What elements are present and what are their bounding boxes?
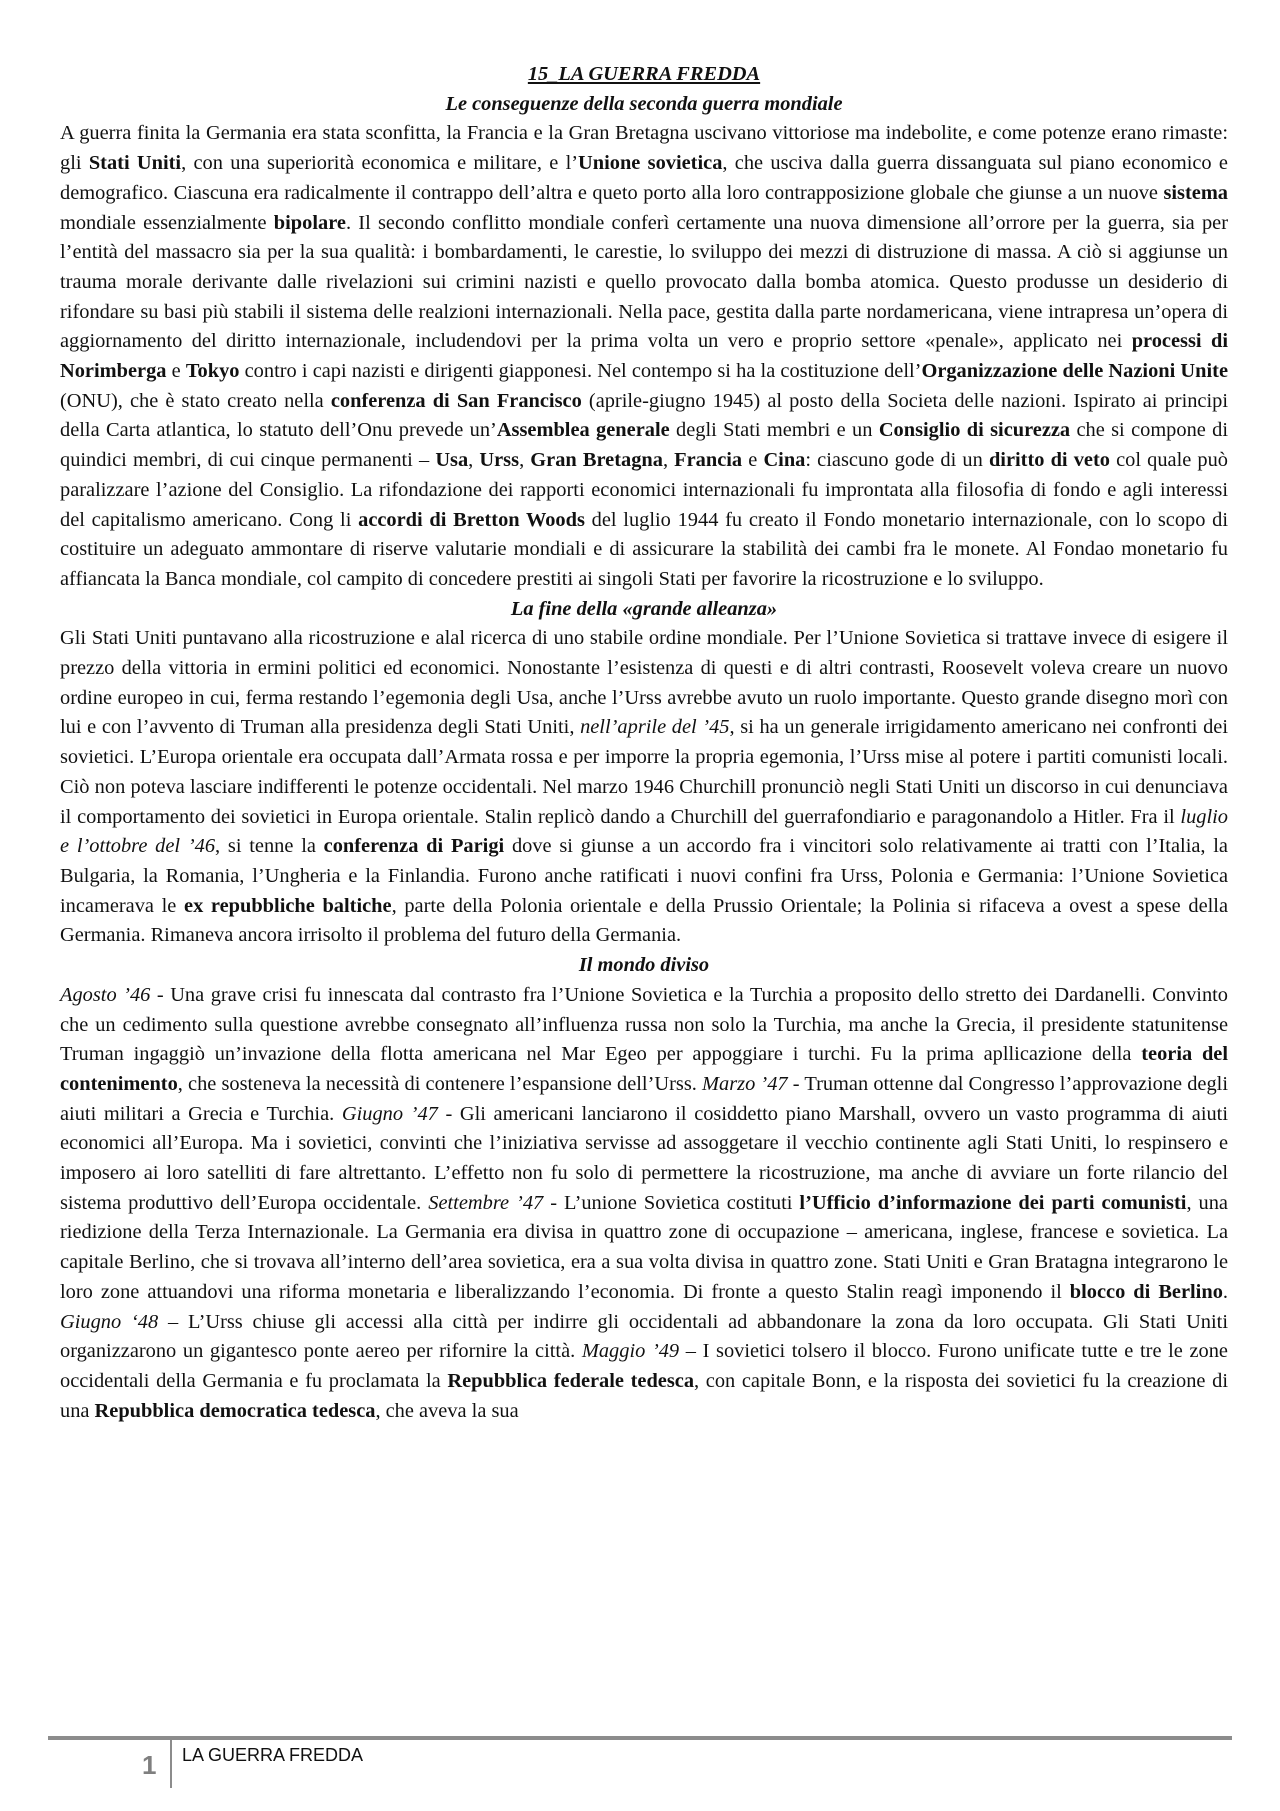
italic-date: Giugno ‘48 — [60, 1310, 159, 1333]
italic-date: Giugno ’47 — [341, 1102, 438, 1125]
text-run: . Il secondo conflitto mondiale conferì certamente una nuova dimensione all’orrore per la guerra, sia per l’entità del massacro sia per la sua qualità: i bombardamenti, le carestie, lo sviluppo dei mezzi di distruzione di massa. A ciò si aggiunse un trauma morale derivante dalle rivelazioni sui crimini nazisti e quello provocato dalla bomba atomica. Questo produsse un desiderio di rifondare su basi più stabili il sistema delle realzioni internazionali. Nella pace, gestita dalla parte nordamericana, viene intrapresa un’opera di aggiornamento del diritto internazionale, includendovi per la prima volta un vero e proprio settore «penale», applicato nei — [60, 211, 1228, 353]
text-run: , che aveva la sua — [375, 1399, 519, 1422]
italic-date: luglio e l’ottobre del ’46 — [60, 805, 1228, 858]
bold-term: conferenza di San Francisco — [330, 389, 582, 412]
text-run: dove si giunse a un accordo fra i vincitori solo relativamente ai tratti con l’Italia, la Bulgaria, la Romania, l’Ungheria e la Finlandia. Furono anche ratificati i nuovi confini fra Urss, Polonia e Germania: l’Unione Sovietica incamerava le — [60, 835, 1228, 917]
text-run: - L’unione Sovietica costituti — [543, 1191, 800, 1214]
text-run: col quale può paralizzare l’azione del Consiglio. La rifondazione dei rapporti economici internazionali fu improntata alla filosofia di fondo e agli interessi del capitalismo americano. Cong li — [60, 449, 1229, 531]
text-run: , che usciva dalla guerra dissanguata sul piano economico e demografico. Ciascuna era radicalmente il contrappo dell’altra e queto porto alla loro contrapposizione globale che giunse a un nuove — [60, 152, 1228, 204]
page-number: 1 — [142, 1750, 157, 1780]
text-run: , — [468, 449, 480, 472]
text-run: , si ha un generale irrigidamento americano nei confronti dei sovietici. L’Europa orientale era occupata dall’Armata rossa e per imporre la propria egemonia, l’Urss mise al potere i partiti comunisti locali. Ciò non poteva lasciare indifferenti le potenze occidentali. Nel marzo 1946 Churchill pronunciò negli Stati Uniti un discorso in cui denunciava il comportamento dei sovietici in Europa orientale. Stalin replicò dando a Churchill del guerrafondiario e paragonandolo a Hitler. Fra il — [60, 716, 1229, 828]
document-title: 15_LA GUERRA FREDDA — [527, 63, 761, 85]
bold-term: Francia — [674, 449, 743, 472]
paragraph-consequences — [60, 119, 1228, 594]
text-run: : ciascuno gode di un — [805, 449, 989, 472]
bold-term: Urss — [479, 449, 520, 472]
text-run: – L’Urss chiuse gli accessi alla città per indirre gli occidentali ad abbandonare la zona da loro occupata. Gli Stati Uniti organizzarono un gigantesco ponte aereo per rifornire la città. — [60, 1310, 1228, 1363]
text-run: - Truman ottenne dal Congresso l’approvazione degli aiuti militari a Grecia e Turchia. — [60, 1072, 1228, 1125]
footer-title: LA GUERRA FREDDA — [182, 1745, 364, 1765]
text-run: , si tenne la — [215, 835, 324, 858]
text-run: , — [519, 449, 531, 472]
text-run: - Gli americani lanciarono il cosiddetto piano Marshall, ovvero un vasto programma di aiuti economici all’Europa. Ma i sovietici, convinti che l’iniziativa servisse ad assoggetare il vecchio continente agli Stati Uniti, lo respinsero e imposero ai loro satelliti di fare altrettanto. L’effetto non fu solo di permettere la ricostruzione, ma anche di avviare un forte rilancio del sistema produttivo dell’Europa occidentale. — [60, 1102, 1229, 1214]
italic-date: Maggio ’49 — [581, 1340, 680, 1363]
section-heading-divided-world: Il mondo diviso — [578, 954, 710, 977]
bold-term: Cina — [763, 449, 806, 472]
text-run: del luglio 1944 fu creato il Fondo monetario internazionale, con lo scopo di costituire un adeguato ammontare di riserve valutarie mondiali e di assicurare la stabilità dei cambi fra le monete. Al Fondao monetario fu affiancata la Banca mondiale, col campito di concedere prestiti ai singoli Stati per favorire la ricostruzione e lo sviluppo. — [60, 508, 1228, 590]
text-run: , con una superiorità economica e militare, e l’ — [181, 152, 579, 175]
italic-date: Marzo ’47 — [702, 1072, 788, 1095]
text-run: A guerra finita la Germania era stata sconfitta, la Francia e la Gran Bretagna uscivano vittoriose ma indebolite, e come potenze erano rimaste: gli — [60, 122, 1228, 175]
bold-term: Repubblica democratica tedesca — [94, 1399, 376, 1422]
text-run: - Una grave crisi fu innescata dal contrasto fra l’Unione Sovietica e la Turchia a proposito dello stretto dei Dardanelli. Convinto che un cedimento sulla questione avrebbe consegnato all’influenza russa non solo la Turchia, ma anche la Grecia, il presidente statunitense Truman ingaggiò un’invazione della flotta americana nel Mar Egeo per appoggiare i turchi. Fu la prima apllicazione della — [60, 983, 1229, 1066]
bold-term: Organizzazione delle Nazioni Unite — [921, 360, 1228, 383]
bold-term: Repubblica federale tedesca — [447, 1369, 695, 1392]
section-heading-consequences: Le conseguenze della seconda guerra mondiale — [445, 92, 843, 115]
text-run: Gli Stati Uniti puntavano alla ricostruzione e alal ricerca di uno stabile ordine mondiale. Per l’Unione Sovietica si trattave invece di esigere il prezzo della vittoria in ermini politici ed economici. Nonostante l’esistenza di questi e di altri contrasti, Roosevelt voleva creare un nuovo ordine europeo in cui, ferma restando l’egemonia degli Usa, anche l’Urss avrebbe avuto un ruolo importante. Questo grande disegno morì con lui e con l’avvento di Truman alla presidenza degli Stati Uniti, — [60, 627, 1228, 739]
document-page — [60, 60, 1228, 1426]
text-run: – I sovietici tolsero il blocco. Furono unificate tutte e tre le zone occidentali della Germania e fu proclamata la — [60, 1340, 1228, 1392]
bold-term: ex repubbliche baltiche — [184, 894, 392, 917]
italic-date: nell’aprile del ’45 — [580, 716, 730, 739]
bold-term: Assemblea generale — [496, 419, 670, 442]
text-run: che si compone di quindici membri, di cui cinque permanenti – — [60, 419, 1229, 472]
text-run: e — [166, 360, 186, 383]
footer-rule — [48, 1736, 1232, 1740]
text-run: , con capitale Bonn, e la risposta dei sovietici fu la creazione di una — [60, 1369, 1228, 1422]
bold-term: conferenza di Parigi — [323, 835, 505, 858]
text-run: , parte della Polonia orientale e della Prussio Orientale; la Polinia si rifaceva a ovest a spese della Germania. Rimaneva ancora irrisolto il problema del futuro della Germania. — [60, 894, 1229, 947]
bold-term: Stati Uniti — [88, 152, 182, 175]
bold-term: Usa — [435, 449, 469, 472]
bold-term: processi di Norimberga — [60, 330, 1228, 383]
text-run: degli Stati membri e un — [669, 419, 879, 442]
bold-term: Gran Bretagna — [530, 449, 663, 472]
paragraph-divided-world — [60, 981, 1228, 1427]
bold-term: Consiglio di sicurezza — [878, 419, 1071, 442]
text-run: contro i capi nazisti e dirigenti giapponesi. Nel contempo si ha la costituzione dell’ — [239, 360, 922, 383]
text-run: , — [662, 449, 675, 472]
text-run: mondiale essenzialmente — [60, 211, 274, 234]
bold-term: diritto di veto — [988, 449, 1110, 472]
paragraph-end-alliance — [60, 624, 1228, 951]
bold-term: l’Ufficio d’informazione dei parti comunisti — [799, 1191, 1187, 1214]
text-run: e — [742, 449, 764, 472]
text-run: , una riedizione della Terza Internazionale. La Germania era divisa in quattro zone di occupazione – americana, inglese, francese e sovietica. La capitale Berlino, che si trovava all’interno dell’area sovietica, era a sua volta divisa in quattro zone. Stati Uniti e Gran Bratagna integrarono le loro zone attuandovi una riforma monetaria e liberalizzando l’economia. Di fronte a questo Stalin reagì imponendo il — [60, 1191, 1228, 1303]
bold-term: Tokyo — [185, 360, 240, 383]
italic-date: Settembre ’47 — [428, 1191, 544, 1214]
bold-term: blocco di Berlino — [1069, 1280, 1223, 1303]
bold-term: accordi di Bretton Woods — [358, 508, 585, 531]
text-run: , che sosteneva la necessità di contenere l’espansione dell’Urss. — [177, 1072, 703, 1095]
text-run: (ONU), che è stato creato nella — [60, 389, 331, 412]
text-run: . — [1222, 1280, 1228, 1303]
italic-date: Agosto ’46 — [60, 983, 151, 1006]
text-run: (aprile-giugno 1945) al posto della Societa delle nazioni. Ispirato ai principi della Carta atlantica, lo statuto dell’Onu prevede un’ — [60, 389, 1228, 442]
section-heading-end-alliance: La fine della «grande alleanza» — [510, 597, 778, 620]
bold-term: bipolare — [273, 211, 346, 234]
footer-divider — [170, 1740, 172, 1788]
page-footer — [48, 1736, 1232, 1792]
bold-term: teoria del contenimento — [60, 1043, 1229, 1095]
bold-term: Unione sovietica — [578, 152, 723, 175]
bold-term: sistema — [1163, 181, 1228, 204]
